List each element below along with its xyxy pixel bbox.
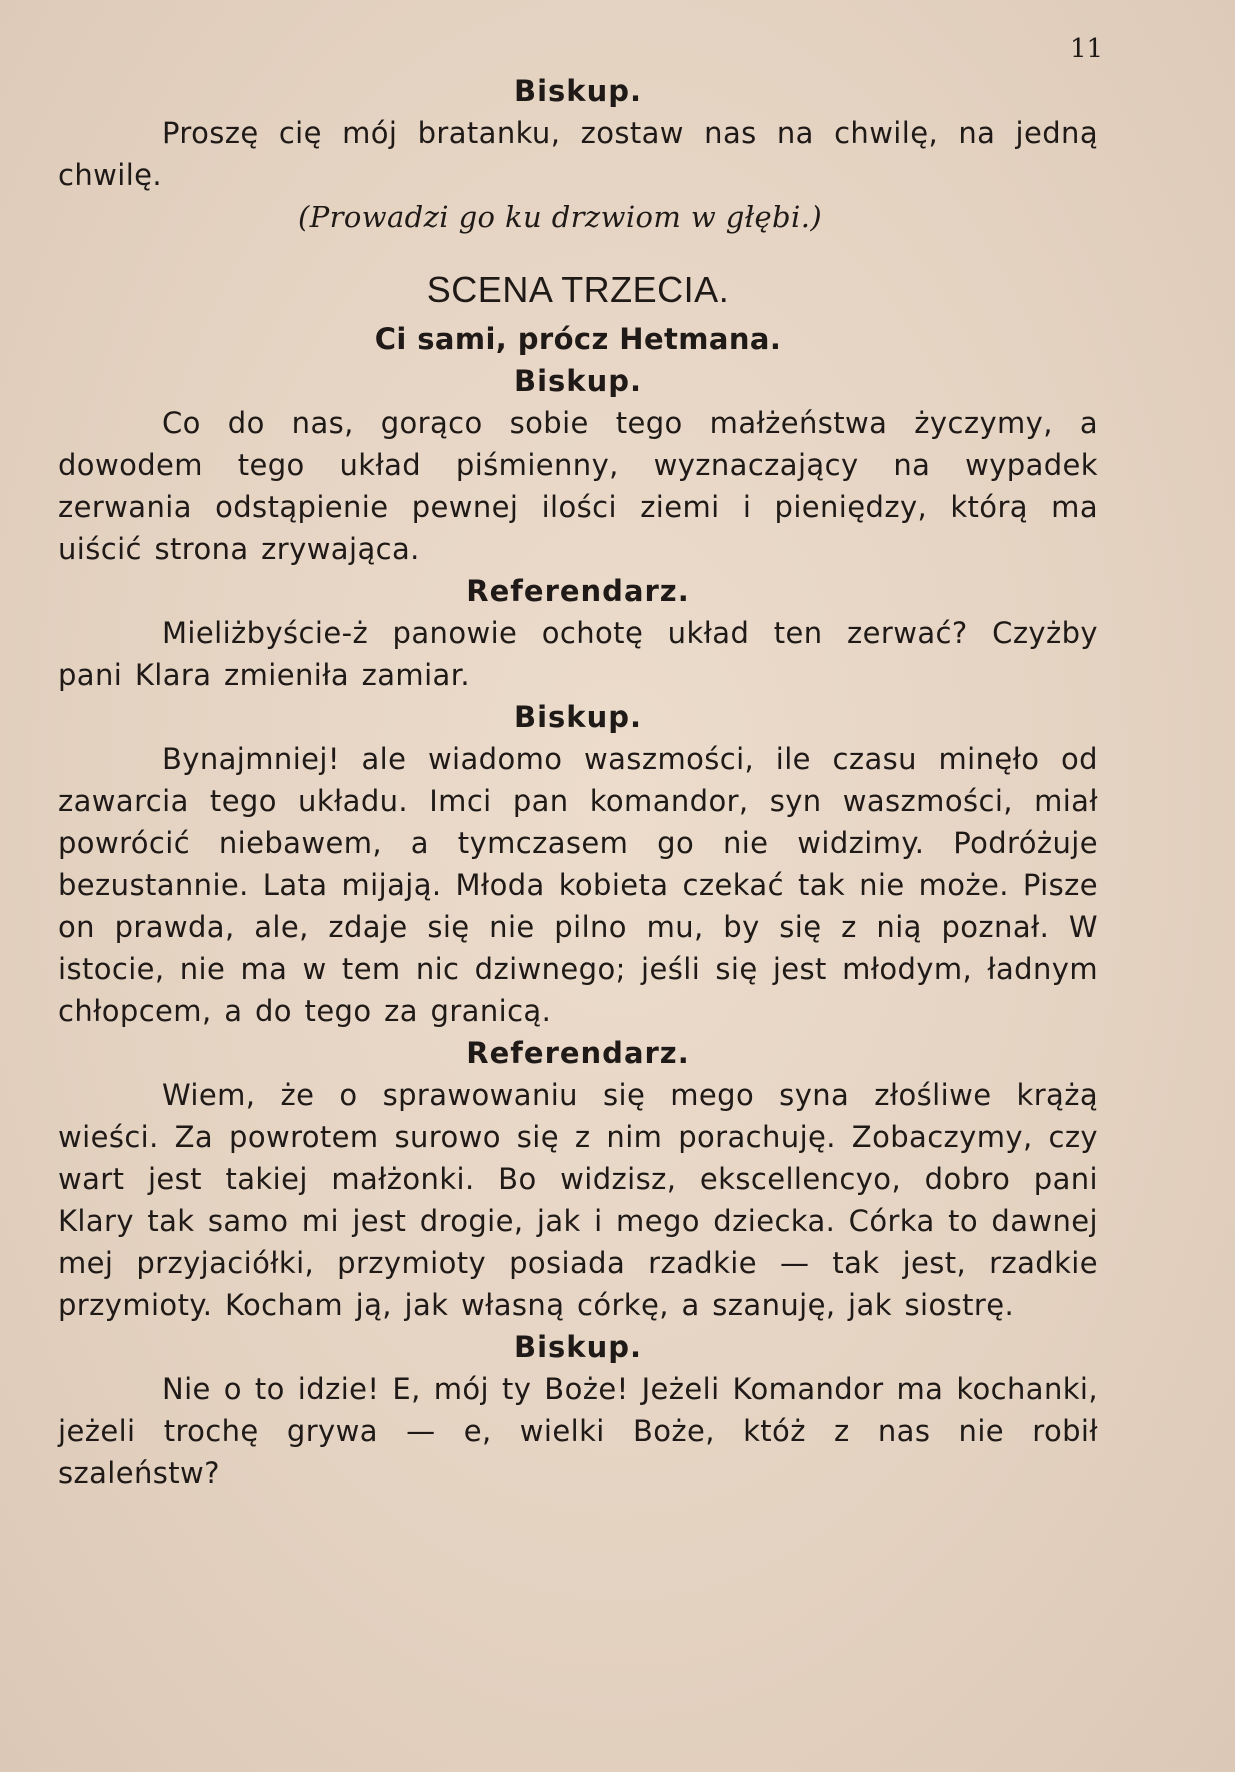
scene-title: SCENA TRZECIA. bbox=[426, 269, 730, 310]
page-number: 11 bbox=[1070, 34, 1104, 64]
speaker-name: Biskup. bbox=[513, 1330, 642, 1364]
speaker-name: Referendarz. bbox=[466, 574, 690, 608]
cast-line: Ci sami, prócz Hetmana. bbox=[374, 322, 782, 356]
speaker-name: Biskup. bbox=[513, 700, 642, 734]
speaker-name: Biskup. bbox=[513, 364, 642, 398]
speech-paragraph: Co do nas, gorąco sobie tego małżeństwa życzymy, a dowodem tego układ piśmienny, wyznaczający na wypadek zerwania odstąpienie pewnej ilości ziemi i pieniędzy, którą ma uiścić strona zrywająca. bbox=[58, 406, 1098, 566]
speech-paragraph: Nie o to idzie! E, mój ty Boże! Jeżeli Komandor ma kochanki, jeżeli trochę grywa — e, wielki Boże, któż z nas nie robił szaleństw? bbox=[58, 1372, 1098, 1490]
speech-paragraph: Proszę cię mój bratanku, zostaw nas na chwilę, na jedną chwilę. bbox=[58, 116, 1098, 192]
speech-paragraph: Mieliżbyście-ż panowie ochotę układ ten zerwać? Czyżby pani Klara zmieniła zamiar. bbox=[58, 616, 1098, 692]
speaker-name: Biskup. bbox=[513, 74, 642, 108]
stage-direction: (Prowadzi go ku drzwiom w głębi.) bbox=[298, 200, 823, 234]
speech-paragraph: Wiem, że o sprawowaniu się mego syna złośliwe krążą wieści. Za powrotem surowo się z nim porachuję. Zobaczymy, czy wart jest takiej małżonki. Bo widzisz, ekscellencyo, dobro pani Klary tak samo mi jest drogie, jak i mego dziecka. Córka to dawnej mej przyjaciółki, przymioty posiada rzadkie — tak jest, rzadkie przymioty. Kocham ją, jak własną córkę, a szanuję, jak siostrę. bbox=[58, 1078, 1098, 1322]
speaker-name: Referendarz. bbox=[466, 1036, 690, 1070]
speech-paragraph: Bynajmniej! ale wiadomo waszmości, ile czasu minęło od zawarcia tego układu. Imci pan komandor, syn waszmości, miał powrócić niebawem, a tymczasem go nie widzimy. Podróżuje bezustannie. Lata mijają. Młoda kobieta czekać tak nie może. Pisze on prawda, ale, zdaje się nie pilno mu, by się z nią poznał. W istocie, nie ma w tem nic dziwnego; jeśli się jest młodym, ładnym chłopcem, a do tego za granicą. bbox=[58, 742, 1098, 1028]
text-block bbox=[58, 70, 1098, 1494]
